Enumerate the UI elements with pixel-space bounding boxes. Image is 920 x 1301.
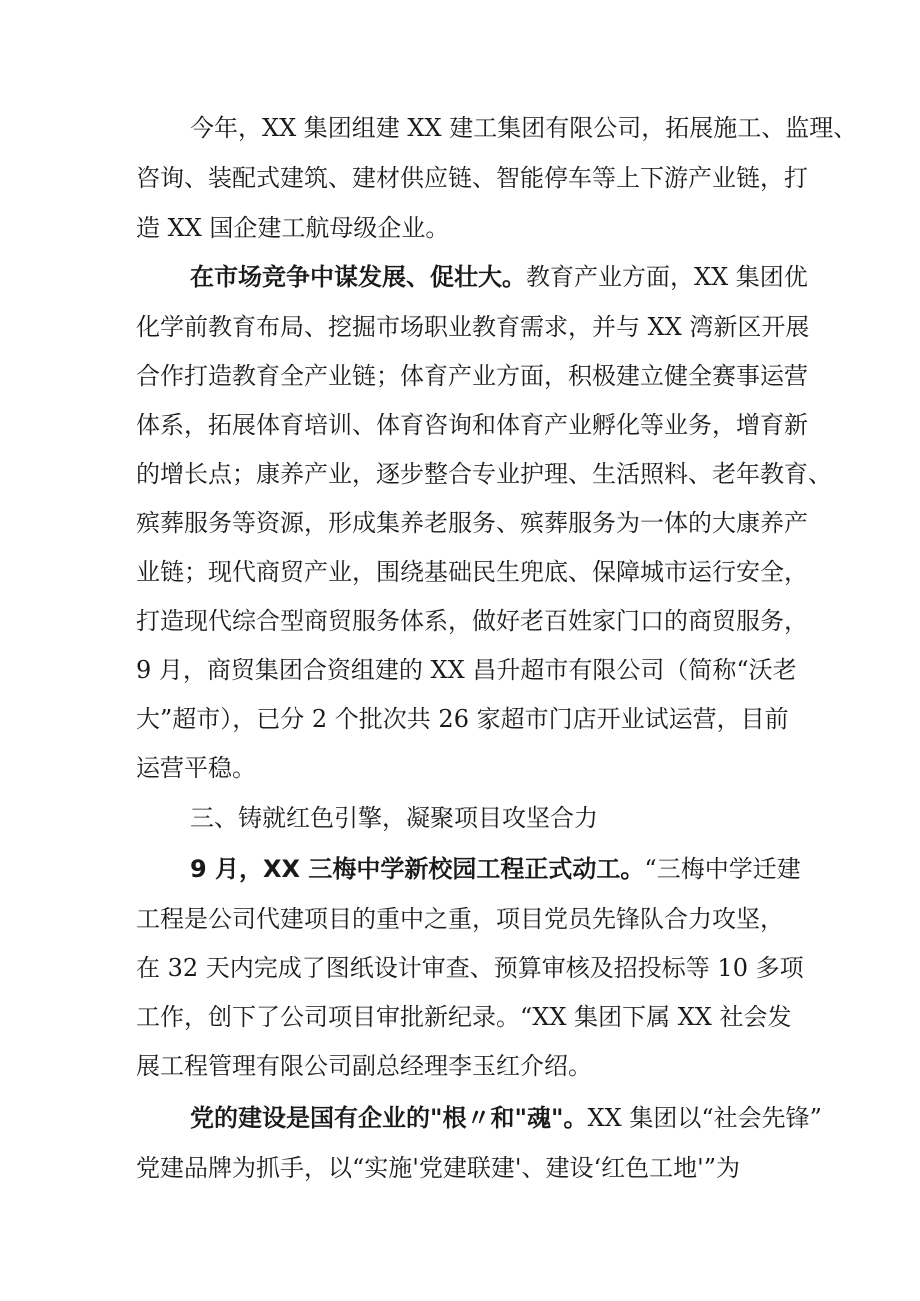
paragraph-text: “三梅中学迁建	[644, 855, 801, 883]
paragraph-line: 展工程管理有限公司副总经理李玉红介绍。	[136, 1052, 592, 1080]
paragraph-line: 体系，拓展体育培训、体育咨询和体育产业孵化等业务，增育新	[136, 411, 808, 439]
paragraph-line: 咨询、装配式建筑、建材供应链、智能停车等上下游产业链，打	[136, 164, 808, 192]
paragraph-line: 的增长点；康养产业，逐步整合专业护理、生活照料、老年教育、	[136, 460, 832, 488]
paragraph-line: 党建品牌为抓手，以“实施'党建联建'、建设‘红色工地'”为	[136, 1154, 740, 1182]
section-heading: 三、铸就红色引擎，凝聚项目攻坚合力	[190, 804, 598, 832]
paragraph-line: 业链；现代商贸产业，围绕基础民生兜底、保障城市运行安全，	[136, 558, 808, 586]
paragraph-line: 造 XX 国企建工航母级企业。	[136, 214, 450, 242]
paragraph-lead: 在市场竞争中谋发展、促壮大。	[190, 263, 526, 291]
paragraph-text: 教育产业方面，XX 集团优	[526, 263, 808, 291]
paragraph-line: 打造现代综合型商贸服务体系，做好老百姓家门口的商贸服务，	[136, 607, 808, 635]
paragraph-line	[190, 1103, 822, 1133]
paragraph-line: 运营平稳。	[136, 754, 256, 782]
paragraph-lead: 9 月，XX 三梅中学新校园工程正式动工。	[190, 855, 645, 883]
paragraph-line: 今年，XX 集团组建 XX 建工集团有限公司，拓展施工、监理、	[190, 114, 858, 142]
paragraph-line	[190, 854, 801, 884]
paragraph-lead: 党的建设是国有企业的"根〃和"魂"。	[190, 1104, 588, 1132]
paragraph-line: 化学前教育布局、挖掘市场职业教育需求，并与 XX 湾新区开展	[136, 313, 810, 341]
paragraph-line: 工作，创下了公司项目审批新纪录。“XX 集团下属 XX 社会发	[136, 1003, 792, 1031]
paragraph-line: 大”超市），已分 2 个批次共 26 家超市门店开业试运营，目前	[136, 705, 789, 733]
paragraph-text: XX 集团以“社会先锋”	[587, 1104, 822, 1132]
paragraph-line: 工程是公司代建项目的重中之重，项目党员先锋队合力攻坚，	[136, 905, 784, 933]
paragraph-line: 殡葬服务等资源，形成集养老服务、殡葬服务为一体的大康养产	[136, 509, 808, 537]
paragraph-line: 在 32 天内完成了图纸设计审查、预算审核及招投标等 10 多项	[136, 954, 804, 982]
paragraph-line: 9 月，商贸集团合资组建的 XX 昌升超市有限公司（简称“沃老	[136, 656, 797, 684]
paragraph-line: 合作打造教育全产业链；体育产业方面，积极建立健全赛事运营	[136, 362, 808, 390]
paragraph-line	[190, 262, 808, 292]
